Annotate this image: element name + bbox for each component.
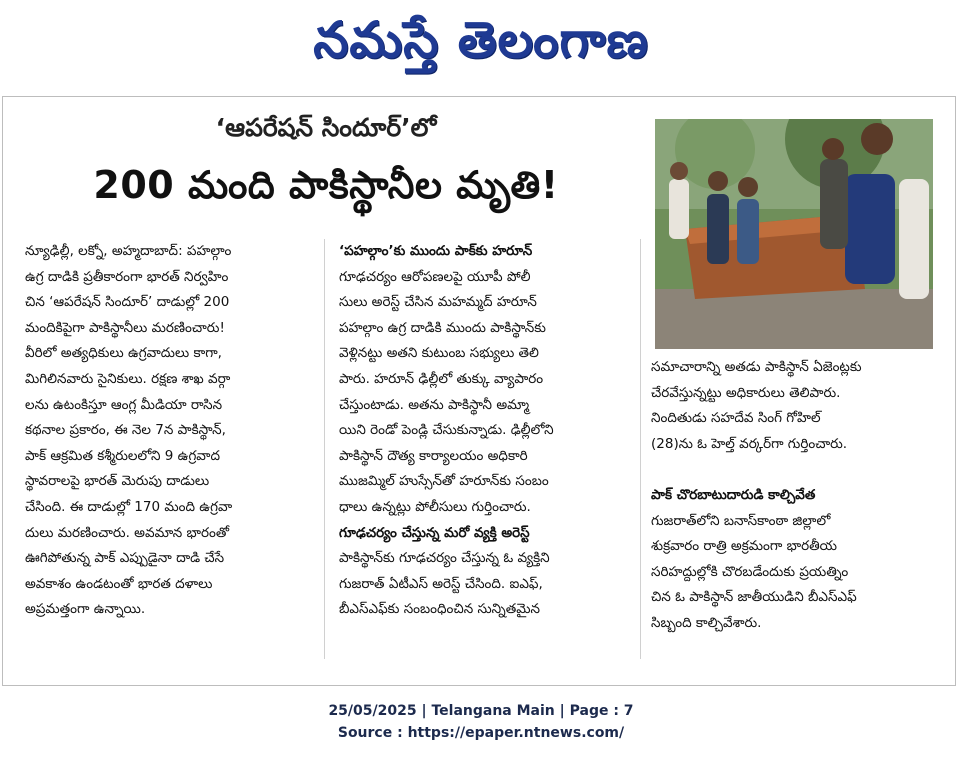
spacer	[651, 457, 933, 483]
body-line: చేస్తుంటాడు. అతను పాకిస్థానీ అమ్మా	[339, 396, 530, 413]
body-line: ఉగ్ర దాడికి ప్రతీకారంగా భారత్ నిర్వహిం	[25, 268, 229, 285]
body-line: ముజమ్మిల్ హుస్సేన్‌తో హరూన్‌కు సంబం	[339, 473, 549, 490]
article-column-3	[651, 355, 933, 637]
body-line: గుజరాత్ ఏటీఎస్ అరెస్ట్ చేసింది. ఐఎఫ్,	[339, 575, 543, 592]
body-line: చేసింది. ఈ దాడుల్లో 170 మంది ఉగ్రవా	[25, 498, 233, 515]
column-divider	[324, 239, 325, 659]
body-line: ధాలు ఉన్నట్లు పోలీసులు గుర్తించారు.	[339, 498, 531, 515]
body-line: గూఢచర్యం ఆరోపణలపై యూపీ పోలీ	[339, 268, 531, 285]
article-headline: 200 మంది పాకిస్థానీల మృతి!	[93, 163, 559, 207]
body-line: పాకిస్థాన్ దౌత్య కార్యాలయం అధికారి	[339, 447, 528, 464]
body-line: బీఎస్ఎఫ్‌కు సంబంధించిన సున్నితమైన	[339, 601, 540, 618]
body-line: పాక్ ఆక్రమిత కశ్మీరులలోని 9 ఉగ్రవాద	[25, 447, 220, 464]
article-clipping	[2, 96, 956, 686]
body-line: సరిహద్దుల్లోకి చొరబడేందుకు ప్రయత్నిం	[651, 563, 849, 580]
page-footer	[0, 700, 962, 744]
news-photo	[655, 119, 933, 349]
body-line: సులు అరెస్ట్ చేసిన మహమ్మద్ హరూన్	[339, 294, 537, 311]
body-line: శుక్రవారం రాత్రి అక్రమంగా భారతీయ	[651, 538, 838, 555]
body-line: సమాచారాన్ని అతడు పాకిస్థాన్ ఏజెంట్లకు	[651, 359, 862, 375]
body-line: (28)ను ఓ హెల్త్ వర్కర్‌గా గుర్తించారు.	[651, 435, 848, 452]
body-line: వెళ్లినట్టు అతని కుటుంబ సభ్యులు తెలి	[339, 345, 539, 362]
body-line: కథనాల ప్రకారం, ఈ నెల 7న పాకిస్థాన్,	[25, 422, 226, 439]
body-line: సిబ్బంది కాల్చివేశారు.	[651, 614, 762, 631]
body-line: చిన ‘ఆపరేషన్ సిందూర్’ దాడుల్లో 200	[25, 294, 230, 311]
body-line: మందికిపైగా పాకిస్థానీలు మరణించారు!	[25, 319, 225, 336]
photo-illustration	[655, 119, 933, 349]
column-divider	[640, 239, 641, 659]
body-line: గుజరాత్‌లోని బనాస్‌కాంఠా జిల్లాలో	[651, 512, 831, 529]
edition-info: 25/05/2025 | Telangana Main | Page : 7	[328, 703, 634, 719]
article-column-1	[25, 239, 311, 623]
body-line: చేరవేస్తున్నట్టు అధికారులు తెలిపారు.	[651, 384, 841, 401]
newspaper-title: నమస్తే తెలంగాణ	[313, 10, 649, 69]
article-column-2	[339, 239, 629, 623]
body-line: అప్రమత్తంగా ఉన్నాయి.	[25, 601, 146, 618]
body-line: న్యూఢిల్లీ, లక్నో, అహ్మదాబాద్: పహల్గాం	[25, 243, 232, 259]
body-line: వీరిలో అత్యధికులు ఉగ్రవాదులు కాగా,	[25, 345, 222, 362]
body-line: మిగిలినవారు సైనికులు. రక్షణ శాఖ వర్గా	[25, 370, 231, 387]
body-line: చిన ఓ పాకిస్థాన్ జాతీయుడిని బీఎస్ఎఫ్	[651, 589, 857, 606]
body-line: నిందితుడు సహదేవ సింగ్ గోహిల్	[651, 410, 821, 427]
body-line: పారు. హరూన్ ఢిల్లీలో తుక్కు వ్యాపారం	[339, 370, 544, 387]
article-kicker: ‘ఆపరేషన్ సిందూర్’లో	[215, 113, 437, 142]
body-line: స్థావరాలపై భారత్ మెరుపు దాడులు	[25, 473, 210, 490]
body-line: యిని రెండో పెండ్లి చేసుకున్నాడు. ఢిల్లీలోని	[339, 422, 554, 439]
body-line: అవకాశం ఉండటంతో భారత దళాలు	[25, 575, 213, 592]
body-line: దులు మరణించారు. అవమాన భారంతో	[25, 524, 230, 541]
body-line: పహల్గాం ఉగ్ర దాడికి ముందు పాకిస్థాన్‌కు	[339, 319, 546, 336]
body-line: ఊగిపోతున్న పాక్ ఎప్పుడైనా దాడి చేసే	[25, 550, 225, 567]
subheading: గూఢచర్యం చేస్తున్న మరో వ్యక్తి అరెస్ట్	[339, 524, 530, 541]
body-line: లను ఉటంకిస్తూ ఆంగ్ల మీడియా రాసిన	[25, 396, 223, 413]
body-line: పాకిస్థాన్‌కు గూఢచర్యం చేస్తున్న ఓ వ్యక్తిని	[339, 550, 550, 567]
subheading: ‘పహల్గాం’కు ముందు పాక్‌కు హరూన్	[339, 243, 533, 259]
masthead	[0, 0, 962, 92]
subheading: పాక్ చొరబాటుదారుడి కాల్చివేత	[651, 486, 816, 503]
source-link[interactable]: Source : https://epaper.ntnews.com/	[337, 725, 625, 741]
